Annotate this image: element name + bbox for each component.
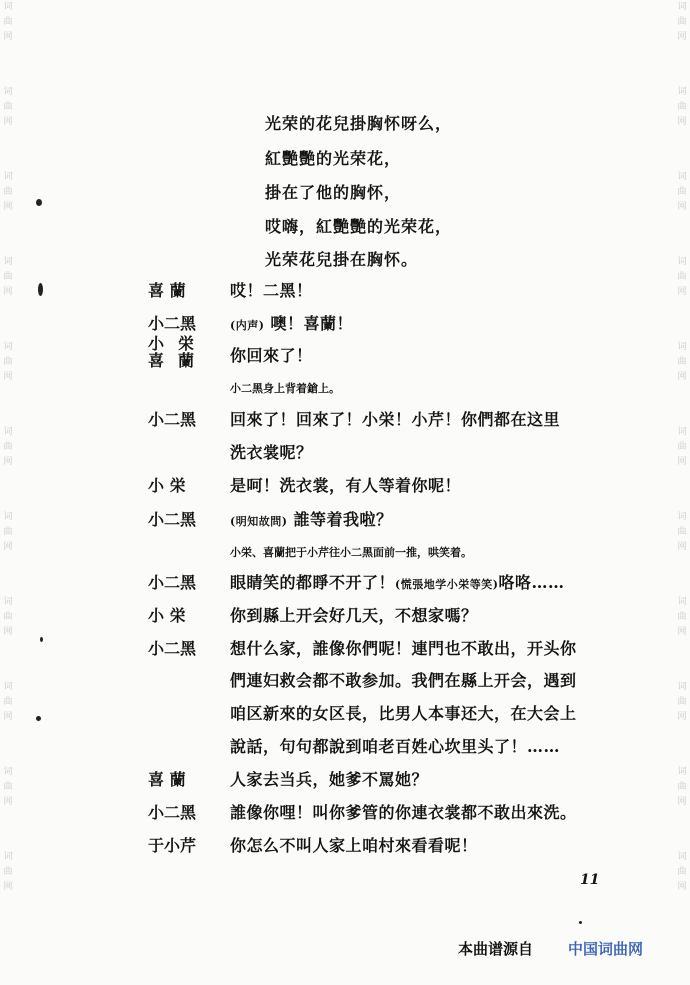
speaker-name: 喜 蘭	[148, 281, 186, 300]
stage-aside: (明知故問)	[230, 515, 288, 528]
dialogue-line: 們連妇救会都不敢参加。我們在縣上开会，遇到	[230, 671, 577, 690]
watermark-char: 曲	[677, 612, 687, 622]
watermark-char: 网	[3, 287, 13, 297]
dialogue-text: 咯咯……	[498, 573, 565, 592]
song-line: 掛在了他的胸怀，	[265, 183, 402, 202]
dialogue-line	[230, 311, 353, 334]
song-line: 紅艷艷的光荣花，	[265, 149, 402, 168]
watermark-char: 网	[3, 117, 13, 127]
scan-speck	[38, 283, 43, 296]
watermark-right	[674, 0, 690, 985]
watermark-char: 网	[677, 372, 687, 382]
watermark-char: 词	[677, 427, 687, 437]
watermark-char: 词	[3, 257, 13, 267]
watermark-char: 网	[677, 797, 687, 807]
footer-source-label: 本曲谱源自	[458, 940, 534, 958]
watermark-char: 词	[3, 342, 13, 352]
watermark-left	[0, 0, 16, 985]
stage-direction: 小二黑身上背着鎗上。	[230, 382, 340, 395]
watermark-char: 网	[3, 202, 13, 212]
watermark-char: 曲	[3, 527, 13, 537]
stage-aside: (内声)	[230, 319, 265, 332]
watermark-char: 曲	[677, 17, 687, 27]
watermark-char: 词	[3, 87, 13, 97]
speaker-group	[148, 335, 210, 369]
watermark-char: 网	[677, 32, 687, 42]
watermark-char: 网	[3, 32, 13, 42]
stage-aside: (慌張地学小栄等笑)	[395, 578, 499, 591]
scan-speck	[40, 637, 43, 642]
watermark-char: 曲	[3, 187, 13, 197]
watermark-char: 词	[677, 342, 687, 352]
dialogue-text: 誰等着我啦？	[293, 510, 393, 529]
watermark-char: 网	[3, 797, 13, 807]
watermark-char: 曲	[3, 102, 13, 112]
speaker-name: 小 栄	[148, 476, 186, 495]
watermark-char: 曲	[677, 867, 687, 877]
dialogue-text: 眼睛笑的都睜不开了！	[230, 573, 396, 592]
watermark-char: 网	[3, 457, 13, 467]
dialogue-line	[230, 507, 393, 530]
watermark-char: 词	[677, 172, 687, 182]
watermark-char: 网	[677, 712, 687, 722]
watermark-char: 曲	[677, 357, 687, 367]
scan-speck	[36, 716, 41, 721]
watermark-char: 词	[677, 682, 687, 692]
speaker-name: 小二黑	[148, 510, 197, 529]
dialogue-line: 洗衣裳呢？	[230, 443, 313, 462]
watermark-char: 词	[3, 2, 13, 12]
dialogue-line: 你到縣上开会好几天，不想家嗎？	[230, 606, 478, 625]
watermark-char: 曲	[677, 187, 687, 197]
watermark-char: 词	[3, 767, 13, 777]
speaker-name: 小栄	[148, 334, 209, 353]
watermark-char: 曲	[3, 442, 13, 452]
watermark-char: 曲	[677, 272, 687, 282]
dialogue-line: 你回來了！	[230, 346, 313, 365]
watermark-char: 网	[677, 882, 687, 892]
watermark-char: 词	[677, 87, 687, 97]
page-number: 11	[580, 872, 600, 888]
watermark-char: 曲	[677, 527, 687, 537]
speaker-name: 小二黑	[148, 573, 197, 592]
dialogue-line: 咱区新來的女区長，比男人本事还大，在大会上	[230, 704, 577, 723]
watermark-char: 词	[677, 512, 687, 522]
watermark-char: 网	[677, 202, 687, 212]
speaker-name: 喜蘭	[148, 351, 209, 370]
speaker-name: 小二黑	[148, 314, 197, 333]
scan-speck	[36, 199, 42, 206]
watermark-char: 网	[677, 627, 687, 637]
watermark-char: 曲	[3, 697, 13, 707]
scan-speck	[579, 921, 582, 924]
stage-direction: 小栄、喜蘭把于小芹往小二黑面前一推，哄笑着。	[230, 546, 472, 559]
watermark-char: 词	[3, 597, 13, 607]
speaker-name: 小二黑	[148, 410, 197, 429]
watermark-char: 词	[3, 172, 13, 182]
footer-site-link[interactable]: 中国词曲网	[568, 940, 644, 958]
watermark-char: 曲	[677, 782, 687, 792]
watermark-char: 曲	[677, 697, 687, 707]
dialogue-line: 想什么家，誰像你們呢！連門也不敢出，开头你	[230, 639, 577, 658]
dialogue-line: 回來了！回來了！小栄！小芹！你們都在这里	[230, 410, 561, 429]
dialogue-line: 你怎么不叫人家上咱村來看看呢！	[230, 836, 478, 855]
watermark-char: 词	[3, 512, 13, 522]
dialogue-line: 人家去当兵，她爹不罵她？	[230, 770, 429, 789]
watermark-char: 网	[3, 372, 13, 382]
speaker-name: 于小芹	[148, 836, 197, 855]
watermark-char: 曲	[677, 442, 687, 452]
watermark-char: 曲	[3, 612, 13, 622]
dialogue-line: 誰像你哩！叫你爹管的你連衣裳都不敢出來洗。	[230, 803, 577, 822]
watermark-char: 词	[677, 597, 687, 607]
watermark-char: 曲	[3, 17, 13, 27]
watermark-char: 网	[677, 287, 687, 297]
watermark-char: 网	[677, 117, 687, 127]
song-line: 光荣花兒掛在胸怀。	[265, 250, 419, 269]
watermark-char: 词	[677, 2, 687, 12]
dialogue-line: 是呵！洗衣裳，有人等着你呢！	[230, 476, 462, 495]
speaker-name: 喜 蘭	[148, 770, 186, 789]
watermark-char: 词	[677, 257, 687, 267]
dialogue-line	[230, 570, 564, 593]
watermark-char: 网	[3, 882, 13, 892]
speaker-name: 小 栄	[148, 606, 186, 625]
watermark-char: 网	[677, 542, 687, 552]
watermark-char: 网	[677, 457, 687, 467]
dialogue-text: 噢！喜蘭！	[270, 314, 354, 333]
song-line: 哎嗨，紅艷艷的光荣花，	[265, 217, 453, 236]
dialogue-line: 說話，句句都說到咱老百姓心坎里头了！……	[230, 737, 561, 756]
watermark-char: 曲	[3, 357, 13, 367]
watermark-char: 词	[677, 852, 687, 862]
dialogue-line: 哎！二黑！	[230, 281, 313, 300]
watermark-char: 网	[3, 627, 13, 637]
watermark-char: 曲	[3, 867, 13, 877]
speaker-name: 小二黑	[148, 803, 197, 822]
watermark-char: 词	[3, 427, 13, 437]
watermark-char: 网	[3, 542, 13, 552]
watermark-char: 词	[3, 852, 13, 862]
speaker-name: 小二黑	[148, 639, 197, 658]
song-line: 光荣的花兒掛胸怀呀么，	[265, 114, 453, 133]
watermark-char: 词	[677, 767, 687, 777]
watermark-char: 曲	[3, 782, 13, 792]
watermark-char: 网	[3, 712, 13, 722]
watermark-char: 曲	[3, 272, 13, 282]
watermark-char: 曲	[677, 102, 687, 112]
watermark-char: 词	[3, 682, 13, 692]
